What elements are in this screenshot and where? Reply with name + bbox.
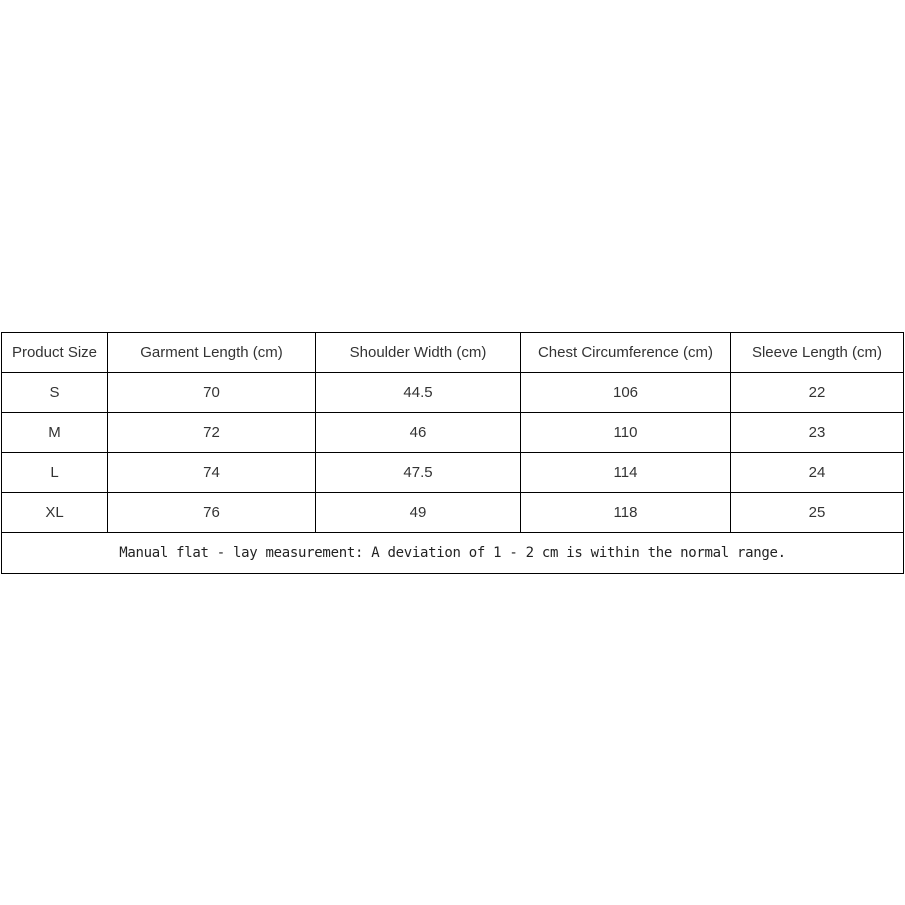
column-header-sleeve-length: Sleeve Length (cm) [731, 333, 904, 373]
chest-circumference-cell: 118 [521, 493, 731, 533]
sleeve-length-cell: 25 [731, 493, 904, 533]
table-row-size-xl [2, 493, 904, 533]
garment-length-cell: 76 [108, 493, 316, 533]
column-header-product-size: Product Size [2, 333, 108, 373]
chest-circumference-cell: 114 [521, 453, 731, 493]
garment-length-cell: 72 [108, 413, 316, 453]
shoulder-width-cell: 47.5 [316, 453, 521, 493]
size-cell: M [2, 413, 108, 453]
size-chart-table [1, 332, 904, 574]
garment-length-cell: 70 [108, 373, 316, 413]
chest-circumference-cell: 110 [521, 413, 731, 453]
sleeve-length-cell: 22 [731, 373, 904, 413]
table-row-size-s [2, 373, 904, 413]
shoulder-width-cell: 49 [316, 493, 521, 533]
sleeve-length-cell: 24 [731, 453, 904, 493]
size-cell: L [2, 453, 108, 493]
note-row [2, 533, 904, 574]
column-header-chest-circumference: Chest Circumference (cm) [521, 333, 731, 373]
table-row-size-l [2, 453, 904, 493]
size-cell: XL [2, 493, 108, 533]
garment-length-cell: 74 [108, 453, 316, 493]
column-header-shoulder-width: Shoulder Width (cm) [316, 333, 521, 373]
header-row [2, 333, 904, 373]
sleeve-length-cell: 23 [731, 413, 904, 453]
measurement-note: Manual flat - lay measurement: A deviation of 1 - 2 cm is within the normal range. [2, 533, 904, 574]
shoulder-width-cell: 44.5 [316, 373, 521, 413]
table-row-size-m [2, 413, 904, 453]
size-cell: S [2, 373, 108, 413]
column-header-garment-length: Garment Length (cm) [108, 333, 316, 373]
size-chart [1, 332, 903, 574]
chest-circumference-cell: 106 [521, 373, 731, 413]
shoulder-width-cell: 46 [316, 413, 521, 453]
